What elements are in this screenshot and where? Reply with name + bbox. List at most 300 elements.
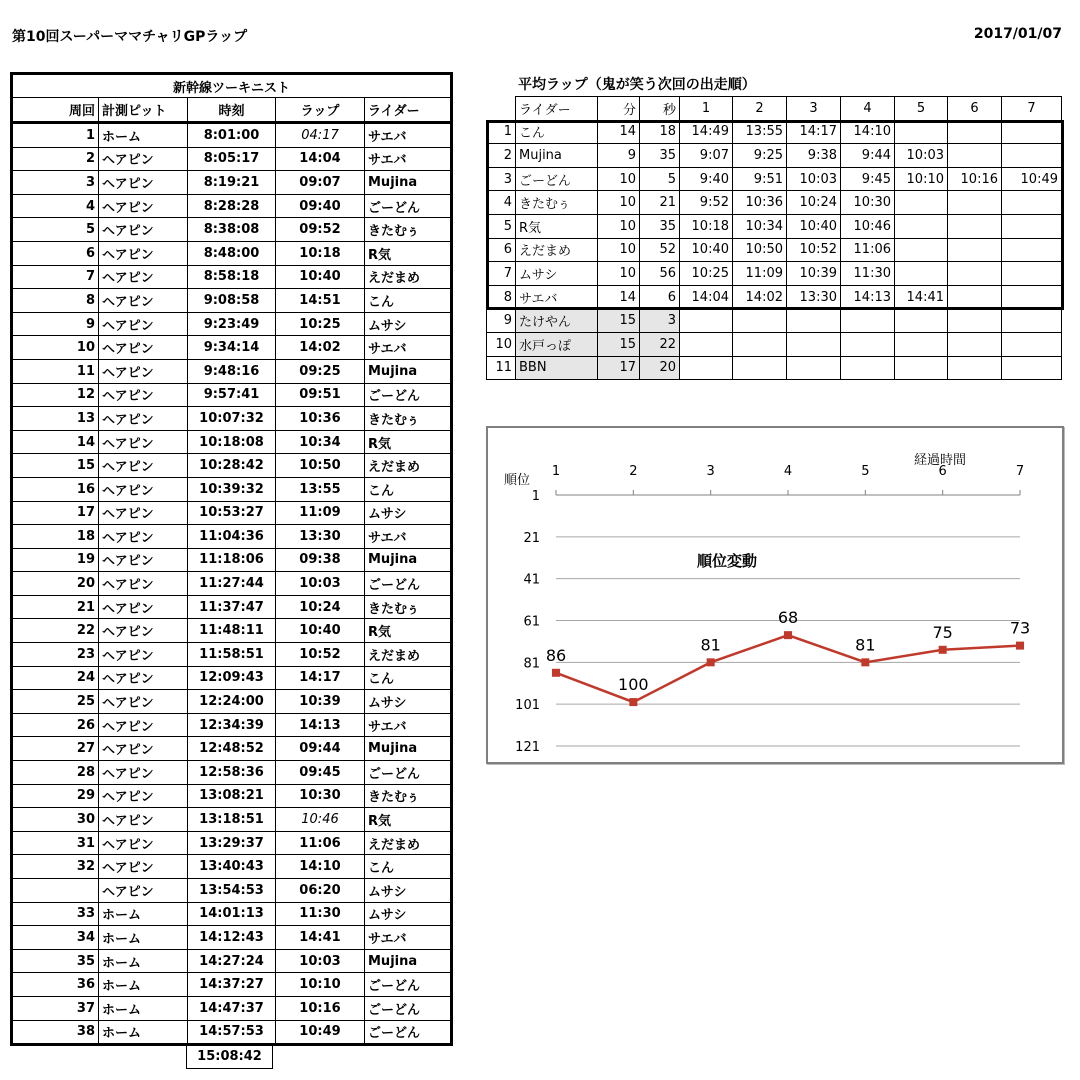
- avg-seconds-cell: 6: [640, 285, 680, 309]
- avg-lap-cell: [948, 309, 1002, 333]
- table-row: [12, 477, 452, 501]
- time-cell: 12:48:52: [188, 737, 276, 761]
- table-row: [487, 191, 1062, 215]
- lap-no-cell: 38: [12, 1020, 99, 1045]
- rider-cell: こん: [365, 477, 452, 501]
- lap-no-cell: 6: [12, 241, 99, 265]
- avg-rank-cell: 9: [487, 309, 516, 333]
- rider-cell: Mujina: [365, 548, 452, 572]
- data-point: [784, 631, 792, 639]
- lap-time-cell: 10:46: [276, 808, 365, 832]
- time-cell: 8:38:08: [188, 218, 276, 242]
- rider-cell: ごーどん: [365, 761, 452, 785]
- avg-col-header: 3: [787, 97, 841, 121]
- avg-lap-cell: 10:18: [680, 214, 733, 238]
- time-cell: 10:07:32: [188, 407, 276, 431]
- avg-col-header: 7: [1002, 97, 1062, 121]
- avg-seconds-cell: 20: [640, 356, 680, 380]
- lap-time-cell: 13:55: [276, 477, 365, 501]
- lap-time-cell: 10:36: [276, 407, 365, 431]
- x-axis-title: 経過時間: [913, 453, 967, 468]
- avg-lap-cell: 14:10: [841, 120, 895, 144]
- rider-cell: えだまめ: [365, 831, 452, 855]
- avg-lap-cell: 10:40: [787, 214, 841, 238]
- avg-seconds-cell: 5: [640, 167, 680, 191]
- avg-lap-cell: 9:38: [787, 144, 841, 168]
- lap-no-cell: 14: [12, 430, 99, 454]
- rider-cell: Mujina: [365, 171, 452, 195]
- y-tick-label: 81: [523, 656, 540, 672]
- lap-no-cell: 30: [12, 808, 99, 832]
- rider-cell: ムサシ: [365, 312, 452, 336]
- avg-lap-cell: 10:24: [787, 191, 841, 215]
- time-cell: 8:05:17: [188, 147, 276, 171]
- pit-cell: ヘアピン: [99, 218, 188, 242]
- rider-cell: きたむぅ: [365, 595, 452, 619]
- pit-cell: ヘアピン: [99, 548, 188, 572]
- table-row: [487, 214, 1062, 238]
- rider-cell: えだまめ: [365, 265, 452, 289]
- pit-cell: ヘアピン: [99, 194, 188, 218]
- table-row: [12, 666, 452, 690]
- avg-lap-cell: 10:16: [948, 167, 1002, 191]
- time-cell: 14:57:53: [188, 1020, 276, 1045]
- avg-rider-cell: ごーどん: [516, 167, 598, 191]
- avg-lap-cell: 11:09: [733, 262, 787, 286]
- pit-cell: ヘアピン: [99, 312, 188, 336]
- table-row: [487, 332, 1062, 356]
- time-cell: 12:34:39: [188, 713, 276, 737]
- lap-no-cell: 28: [12, 761, 99, 785]
- avg-lap-cell: [948, 144, 1002, 168]
- avg-seconds-cell: 22: [640, 332, 680, 356]
- table-row: [12, 265, 452, 289]
- avg-seconds-cell: 56: [640, 262, 680, 286]
- table-row: [12, 902, 452, 926]
- time-cell: 8:48:00: [188, 241, 276, 265]
- lap-no-cell: 17: [12, 501, 99, 525]
- avg-rank-header: [487, 97, 516, 121]
- data-label: 81: [700, 635, 721, 655]
- table-row: [12, 949, 452, 973]
- lap-no-cell: 13: [12, 407, 99, 431]
- time-cell: 14:37:27: [188, 973, 276, 997]
- data-label: 75: [932, 622, 953, 642]
- avg-seconds-cell: 21: [640, 191, 680, 215]
- avg-lap-cell: 10:49: [1002, 167, 1062, 191]
- avg-lap-cell: [787, 356, 841, 380]
- lap-time-cell: 10:34: [276, 430, 365, 454]
- pit-cell: ヘアピン: [99, 407, 188, 431]
- table-row: [12, 383, 452, 407]
- avg-col-header: 6: [948, 97, 1002, 121]
- avg-lap-cell: 10:40: [680, 238, 733, 262]
- data-label: 68: [777, 608, 799, 628]
- lap-time-cell: 14:02: [276, 336, 365, 360]
- lap-no-cell: 3: [12, 171, 99, 195]
- table-row: [487, 120, 1062, 144]
- avg-lap-cell: [787, 309, 841, 333]
- avg-lap-cell: 14:41: [895, 285, 948, 309]
- lap-no-cell: 35: [12, 949, 99, 973]
- lap-no-cell: 5: [12, 218, 99, 242]
- lap-time-cell: 14:04: [276, 147, 365, 171]
- time-cell: 8:19:21: [188, 171, 276, 195]
- table-row: [487, 285, 1062, 309]
- rider-cell: きたむぅ: [365, 218, 452, 242]
- table-row: [12, 690, 452, 714]
- lap-no-cell: 36: [12, 973, 99, 997]
- avg-table-title: 平均ラップ（鬼が笑う次回の出走順）: [518, 77, 756, 93]
- lap-time-cell: 09:51: [276, 383, 365, 407]
- avg-rank-cell: 10: [487, 332, 516, 356]
- table-row: [12, 879, 452, 903]
- avg-lap-cell: 9:45: [841, 167, 895, 191]
- rider-cell: サエバ: [365, 926, 452, 950]
- avg-lap-cell: 9:44: [841, 144, 895, 168]
- lap-no-cell: 18: [12, 525, 99, 549]
- lap-time-cell: 10:24: [276, 595, 365, 619]
- avg-lap-cell: 14:17: [787, 120, 841, 144]
- avg-rank-cell: 7: [487, 262, 516, 286]
- avg-lap-cell: [948, 214, 1002, 238]
- rider-cell: Mujina: [365, 737, 452, 761]
- x-tick-label: 2: [629, 464, 638, 479]
- lap-time-cell: 11:30: [276, 902, 365, 926]
- table-row: [12, 123, 452, 148]
- avg-rider-cell: ムサシ: [516, 262, 598, 286]
- avg-lap-cell: [733, 332, 787, 356]
- lap-no-cell: 29: [12, 784, 99, 808]
- lap-time-cell: 10:40: [276, 265, 365, 289]
- pit-cell: ヘアピン: [99, 289, 188, 313]
- avg-lap-cell: 10:03: [895, 144, 948, 168]
- pit-cell: ヘアピン: [99, 383, 188, 407]
- avg-lap-cell: 14:13: [841, 285, 895, 309]
- lap-no-cell: 24: [12, 666, 99, 690]
- lap-no-cell: 4: [12, 194, 99, 218]
- time-cell: 13:08:21: [188, 784, 276, 808]
- avg-rider-cell: サエバ: [516, 285, 598, 309]
- avg-rider-cell: Mujina: [516, 144, 598, 168]
- y-tick-label: 101: [515, 698, 540, 714]
- lap-time-cell: 10:25: [276, 312, 365, 336]
- avg-lap-cell: 9:40: [680, 167, 733, 191]
- rider-cell: ムサシ: [365, 879, 452, 903]
- pit-cell: ヘアピン: [99, 501, 188, 525]
- rider-cell: きたむぅ: [365, 407, 452, 431]
- rider-cell: ごーどん: [365, 973, 452, 997]
- avg-lap-cell: [948, 120, 1002, 144]
- lap-table-container: [10, 72, 453, 1069]
- avg-lap-cell: [895, 238, 948, 262]
- lap-time-cell: 09:45: [276, 761, 365, 785]
- rider-cell: きたむぅ: [365, 784, 452, 808]
- avg-col-header: 分: [598, 97, 640, 121]
- lap-time-cell: 10:50: [276, 454, 365, 478]
- data-point: [1016, 642, 1024, 650]
- time-cell: 11:48:11: [188, 619, 276, 643]
- avg-lap-cell: [895, 191, 948, 215]
- time-cell: 14:01:13: [188, 902, 276, 926]
- lap-no-cell: 23: [12, 643, 99, 667]
- pit-cell: ホーム: [99, 1020, 188, 1045]
- table-row: [12, 808, 452, 832]
- avg-minutes-cell: 17: [598, 356, 640, 380]
- lap-no-cell: 8: [12, 289, 99, 313]
- avg-lap-cell: [1002, 214, 1062, 238]
- lap-table: [10, 72, 453, 1046]
- time-cell: 9:23:49: [188, 312, 276, 336]
- avg-lap-cell: [895, 356, 948, 380]
- lap-no-cell: 19: [12, 548, 99, 572]
- table-row: [12, 713, 452, 737]
- data-label: 86: [545, 645, 567, 665]
- lap-no-cell: 37: [12, 996, 99, 1020]
- table-row: [12, 525, 452, 549]
- pit-cell: ヘアピン: [99, 454, 188, 478]
- avg-lap-cell: [1002, 356, 1062, 380]
- avg-rider-cell: R気: [516, 214, 598, 238]
- rider-cell: Mujina: [365, 359, 452, 383]
- table-row: [12, 1020, 452, 1045]
- avg-lap-cell: [948, 356, 1002, 380]
- lap-no-cell: 7: [12, 265, 99, 289]
- lap-no-cell: 10: [12, 336, 99, 360]
- avg-lap-cell: 14:02: [733, 285, 787, 309]
- col-lap-no-header: 周回: [12, 98, 99, 123]
- pit-cell: ヘアピン: [99, 147, 188, 171]
- avg-rider-cell: えだまめ: [516, 238, 598, 262]
- data-label: 100: [618, 675, 649, 695]
- avg-rank-cell: 2: [487, 144, 516, 168]
- lap-time-cell: 10:40: [276, 619, 365, 643]
- rider-cell: こん: [365, 855, 452, 879]
- time-cell: 13:29:37: [188, 831, 276, 855]
- time-cell: 8:01:00: [188, 123, 276, 148]
- avg-lap-cell: [1002, 332, 1062, 356]
- avg-lap-cell: [680, 309, 733, 333]
- avg-lap-cell: 10:30: [841, 191, 895, 215]
- avg-lap-cell: [1002, 262, 1062, 286]
- avg-minutes-cell: 10: [598, 238, 640, 262]
- avg-lap-cell: [1002, 144, 1062, 168]
- pit-cell: ヘアピン: [99, 784, 188, 808]
- pit-cell: ホーム: [99, 949, 188, 973]
- pit-cell: ヘアピン: [99, 171, 188, 195]
- avg-lap-cell: [895, 332, 948, 356]
- table-row: [12, 572, 452, 596]
- table-row: [12, 147, 452, 171]
- avg-lap-cell: [948, 238, 1002, 262]
- avg-seconds-cell: 35: [640, 214, 680, 238]
- lap-no-cell: 34: [12, 926, 99, 950]
- pit-cell: ホーム: [99, 973, 188, 997]
- time-cell: 8:58:18: [188, 265, 276, 289]
- time-cell: 9:48:16: [188, 359, 276, 383]
- avg-lap-cell: 10:36: [733, 191, 787, 215]
- time-cell: 12:09:43: [188, 666, 276, 690]
- rider-cell: ムサシ: [365, 690, 452, 714]
- rider-cell: R気: [365, 808, 452, 832]
- col-pit-header: 計測ピット: [99, 98, 188, 123]
- avg-rank-cell: 5: [487, 214, 516, 238]
- avg-lap-cell: 10:34: [733, 214, 787, 238]
- table-row: [12, 359, 452, 383]
- page-title: 第10回スーパーママチャリGPラップ: [12, 29, 248, 45]
- col-time-header: 時刻: [188, 98, 276, 123]
- data-label: 73: [1009, 618, 1031, 638]
- data-label: 81: [855, 635, 876, 655]
- pit-cell: ヘアピン: [99, 430, 188, 454]
- table-row: [12, 241, 452, 265]
- pit-cell: ヘアピン: [99, 761, 188, 785]
- table-row: [12, 831, 452, 855]
- pit-cell: ホーム: [99, 926, 188, 950]
- pit-cell: ヘアピン: [99, 619, 188, 643]
- x-tick-label: 3: [706, 464, 715, 479]
- lap-time-cell: 10:30: [276, 784, 365, 808]
- avg-lap-cell: 13:30: [787, 285, 841, 309]
- avg-lap-cell: [895, 262, 948, 286]
- rider-cell: こん: [365, 289, 452, 313]
- lap-no-cell: 22: [12, 619, 99, 643]
- rider-cell: サエバ: [365, 713, 452, 737]
- rider-cell: R気: [365, 619, 452, 643]
- lap-time-cell: 11:09: [276, 501, 365, 525]
- lap-no-cell: 15: [12, 454, 99, 478]
- time-cell: 13:54:53: [188, 879, 276, 903]
- avg-rider-cell: きたむぅ: [516, 191, 598, 215]
- lap-time-cell: 11:06: [276, 831, 365, 855]
- table-row: [12, 430, 452, 454]
- lap-time-cell: 10:52: [276, 643, 365, 667]
- y-axis-title: 順位: [504, 473, 531, 488]
- table-row: [12, 996, 452, 1020]
- rider-cell: ごーどん: [365, 383, 452, 407]
- time-cell: 10:28:42: [188, 454, 276, 478]
- avg-lap-cell: 10:25: [680, 262, 733, 286]
- y-tick-label: 61: [523, 614, 540, 630]
- avg-lap-cell: 13:55: [733, 120, 787, 144]
- avg-rider-cell: こん: [516, 120, 598, 144]
- data-point: [861, 658, 869, 666]
- table-row: [487, 167, 1062, 191]
- lap-no-cell: 2: [12, 147, 99, 171]
- lap-time-cell: 10:49: [276, 1020, 365, 1045]
- lap-time-cell: 09:52: [276, 218, 365, 242]
- rider-cell: サエバ: [365, 123, 452, 148]
- lap-no-cell: 33: [12, 902, 99, 926]
- lap-time-cell: 10:10: [276, 973, 365, 997]
- team-name: 新幹線ツーキニスト: [12, 74, 452, 98]
- pit-cell: ヘアピン: [99, 643, 188, 667]
- x-tick-label: 1: [551, 464, 561, 479]
- rider-cell: ごーどん: [365, 194, 452, 218]
- table-row: [12, 171, 452, 195]
- avg-lap-cell: [948, 332, 1002, 356]
- avg-lap-cell: [1002, 120, 1062, 144]
- avg-seconds-cell: 18: [640, 120, 680, 144]
- time-cell: 10:39:32: [188, 477, 276, 501]
- avg-lap-cell: 10:10: [895, 167, 948, 191]
- table-row: [12, 312, 452, 336]
- rider-cell: R気: [365, 241, 452, 265]
- lap-no-cell: 31: [12, 831, 99, 855]
- avg-lap-cell: [733, 356, 787, 380]
- pit-cell: ヘアピン: [99, 572, 188, 596]
- table-row: [487, 262, 1062, 286]
- rank-chart: [486, 426, 1064, 764]
- avg-lap-cell: [841, 309, 895, 333]
- avg-rider-cell: BBN: [516, 356, 598, 380]
- rider-cell: サエバ: [365, 336, 452, 360]
- table-row: [12, 855, 452, 879]
- pit-cell: ヘアピン: [99, 737, 188, 761]
- avg-lap-cell: [680, 332, 733, 356]
- avg-rank-cell: 1: [487, 120, 516, 144]
- lap-time-cell: 09:40: [276, 194, 365, 218]
- avg-lap-cell: [787, 332, 841, 356]
- rider-cell: サエバ: [365, 147, 452, 171]
- pit-cell: ホーム: [99, 123, 188, 148]
- final-time-cell: 15:08:42: [186, 1046, 273, 1069]
- avg-rider-cell: 水戸っぽ: [516, 332, 598, 356]
- avg-lap-cell: [948, 191, 1002, 215]
- avg-seconds-cell: 52: [640, 238, 680, 262]
- x-tick-label: 6: [938, 464, 947, 479]
- x-tick-label: 4: [783, 464, 793, 479]
- avg-lap-cell: [1002, 285, 1062, 309]
- avg-rank-cell: 11: [487, 356, 516, 380]
- time-cell: 11:58:51: [188, 643, 276, 667]
- table-row: [12, 595, 452, 619]
- avg-lap-cell: [1002, 191, 1062, 215]
- time-cell: 12:24:00: [188, 690, 276, 714]
- rider-cell: ごーどん: [365, 572, 452, 596]
- rider-cell: R気: [365, 430, 452, 454]
- time-cell: 10:53:27: [188, 501, 276, 525]
- avg-lap-cell: [1002, 238, 1062, 262]
- avg-rider-cell: たけやん: [516, 309, 598, 333]
- lap-no-cell: 1: [12, 123, 99, 148]
- rider-cell: ムサシ: [365, 501, 452, 525]
- x-tick-label: 5: [861, 464, 870, 479]
- lap-no-cell: 25: [12, 690, 99, 714]
- data-point: [707, 658, 715, 666]
- lap-time-cell: 06:20: [276, 879, 365, 903]
- avg-lap-cell: [733, 309, 787, 333]
- table-row: [12, 784, 452, 808]
- table-row: [12, 194, 452, 218]
- avg-table-container: [486, 96, 1062, 380]
- avg-lap-cell: 10:50: [733, 238, 787, 262]
- avg-col-header: 1: [680, 97, 733, 121]
- avg-lap-cell: [841, 332, 895, 356]
- time-cell: 14:12:43: [188, 926, 276, 950]
- y-tick-label: 121: [515, 740, 540, 755]
- lap-no-cell: 26: [12, 713, 99, 737]
- avg-minutes-cell: 10: [598, 167, 640, 191]
- table-row: [12, 548, 452, 572]
- time-cell: 14:27:24: [188, 949, 276, 973]
- data-point: [939, 646, 947, 654]
- lap-no-cell: 16: [12, 477, 99, 501]
- pit-cell: ヘアピン: [99, 477, 188, 501]
- table-row: [12, 761, 452, 785]
- time-cell: 14:47:37: [188, 996, 276, 1020]
- lap-time-cell: 09:25: [276, 359, 365, 383]
